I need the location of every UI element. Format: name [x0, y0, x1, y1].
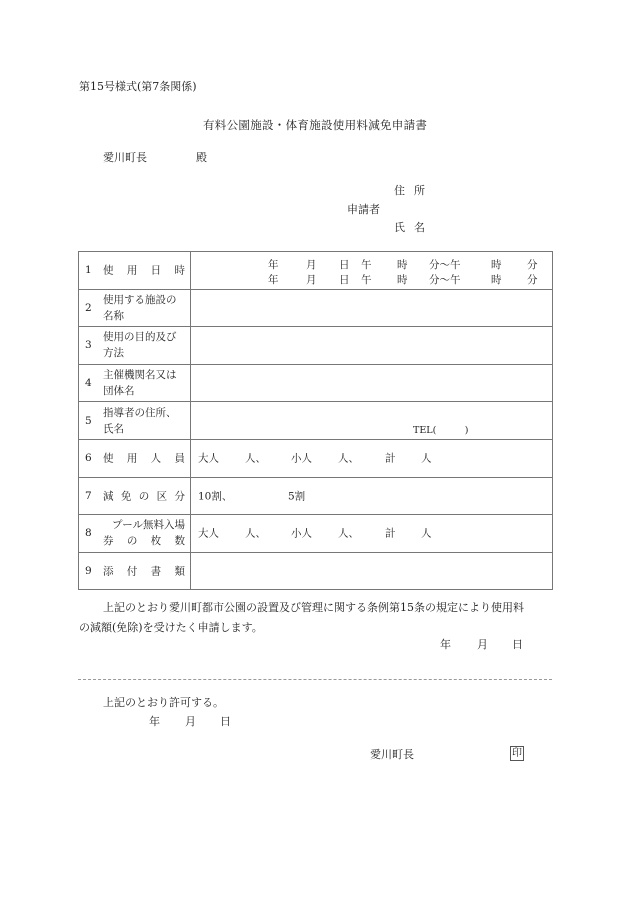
- row-label-text: [103, 564, 185, 579]
- child-label: 小人: [291, 452, 312, 465]
- total-label: 計: [385, 527, 396, 540]
- month-label: 月: [306, 274, 317, 286]
- table-row-pool-tickets: [79, 515, 553, 553]
- month-label: 月: [477, 638, 488, 651]
- label-line-2: 名称: [103, 309, 124, 322]
- label-char: 人: [150, 452, 162, 465]
- label-line-2: [103, 533, 185, 549]
- row-number: 1: [85, 264, 92, 277]
- address-label: 住所: [394, 184, 434, 197]
- ampm-label: 午: [361, 259, 372, 271]
- label-line-2: 団体名: [103, 385, 135, 398]
- year-label: 年: [268, 274, 279, 286]
- label-char: 用: [126, 452, 138, 465]
- day-label: 日: [339, 274, 350, 286]
- year-label: 年: [440, 638, 451, 651]
- label-char: 日: [150, 264, 162, 277]
- row-label-text: [103, 488, 185, 503]
- total-unit: 人: [421, 527, 432, 540]
- year-label: 年: [149, 715, 160, 728]
- table-row-reduction: [79, 477, 553, 515]
- table-row-facility-name: [79, 289, 553, 327]
- addressee-suffix: 殿: [196, 151, 207, 164]
- minute-to-ampm-label: 分〜午: [429, 274, 461, 286]
- label-char: の: [126, 535, 138, 548]
- row-label-text: [103, 517, 185, 549]
- pool-tickets-field[interactable]: [191, 515, 553, 553]
- label-char: 使: [103, 264, 114, 277]
- label-char: 減: [103, 490, 114, 503]
- seal-stamp: 印: [512, 748, 522, 759]
- statement-line-2: の減額(免除)を受けたく申請します。: [79, 621, 263, 634]
- row-number: 4: [85, 377, 92, 390]
- row-number: 8: [85, 527, 92, 540]
- month-label: 月: [185, 715, 196, 728]
- label-line-1: 使用の目的及び: [103, 331, 177, 344]
- adult-unit: 人、: [245, 527, 266, 540]
- month-label: 月: [306, 259, 317, 271]
- day-label: 日: [220, 715, 231, 728]
- minute-to-ampm-label: 分〜午: [429, 259, 461, 271]
- year-label: 年: [268, 259, 279, 271]
- row-label: [79, 402, 191, 440]
- label-char: 枚: [150, 535, 162, 548]
- row-label: [79, 289, 191, 327]
- child-label: 小人: [291, 527, 312, 540]
- tel-label: TEL( ): [413, 424, 469, 436]
- table-row-usage-datetime: [79, 252, 553, 290]
- hour2-label: 時: [491, 259, 502, 271]
- label-char: 書: [150, 565, 162, 578]
- label-line-1: 使用する施設の: [103, 293, 177, 306]
- applicant-label: 申請者: [347, 203, 380, 216]
- day-label: 日: [339, 259, 350, 271]
- adult-label: 大人: [198, 452, 219, 465]
- facility-name-field[interactable]: [191, 289, 553, 327]
- day-label: 日: [512, 638, 523, 651]
- row-number: 2: [85, 301, 92, 314]
- row-label-text: [103, 367, 177, 399]
- hour2-label: 時: [491, 274, 502, 286]
- adult-unit: 人、: [245, 452, 266, 465]
- datetime-line-2: [191, 272, 552, 285]
- child-unit: 人、: [338, 527, 359, 540]
- table-row-organizer: [79, 364, 553, 402]
- table-row-attachments: [79, 552, 553, 590]
- table-row-instructor: [79, 402, 553, 440]
- persons-field[interactable]: [191, 439, 553, 477]
- label-line-1: 主催機関名又は: [103, 369, 177, 382]
- cut-line-divider: [78, 679, 552, 680]
- label-line-1: プール無料入場: [112, 519, 185, 532]
- label-char: 券: [103, 535, 114, 548]
- hour-label: 時: [397, 274, 408, 286]
- minute2-label: 分: [527, 259, 538, 271]
- label-char: 時: [174, 264, 185, 277]
- reduction-full-option[interactable]: 10割、: [198, 490, 233, 503]
- row-label: [79, 252, 191, 290]
- statement-line-1: 上記のとおり愛川町都市公園の設置及び管理に関する条例第15条の規定により使用料: [103, 601, 524, 614]
- instructor-field[interactable]: [191, 402, 553, 440]
- datetime-line-1: [191, 257, 552, 270]
- adult-label: 大人: [198, 527, 219, 540]
- attachments-field[interactable]: [191, 552, 553, 590]
- label-char: 区: [156, 490, 168, 503]
- ampm-label: 午: [361, 274, 372, 286]
- label-char: 分: [174, 490, 185, 503]
- reduction-field[interactable]: [191, 477, 553, 515]
- name-label: 氏名: [394, 221, 434, 234]
- row-number: 6: [85, 452, 92, 465]
- label-char: 員: [174, 452, 185, 465]
- row-label-text: [103, 263, 185, 278]
- form-number: 第15号様式(第7条関係): [79, 80, 197, 93]
- row-number: 5: [85, 414, 92, 427]
- document-title: 有料公園施設・体育施設使用料減免申請書: [203, 118, 428, 132]
- addressee: 愛川町長: [103, 151, 147, 164]
- total-label: 計: [385, 452, 396, 465]
- label-line-1: 指導者の住所、: [103, 406, 177, 419]
- row-label-text: [103, 292, 177, 324]
- child-unit: 人、: [338, 452, 359, 465]
- row-number: 3: [85, 339, 92, 352]
- label-line-2: 方法: [103, 347, 124, 360]
- label-char: 免: [120, 490, 132, 503]
- label-char: 付: [126, 565, 138, 578]
- row-label: [79, 364, 191, 402]
- permit-statement: 上記のとおり許可する。: [103, 696, 224, 709]
- row-label: [79, 552, 191, 590]
- usage-datetime-field[interactable]: [191, 252, 553, 290]
- table-row-persons: [79, 439, 553, 477]
- purpose-field[interactable]: [191, 327, 553, 365]
- row-label: [79, 477, 191, 515]
- row-number: 7: [85, 489, 92, 502]
- row-label-text: [103, 329, 177, 361]
- hour-label: 時: [397, 259, 408, 271]
- mayor-signature-label: 愛川町長: [370, 748, 414, 761]
- minute2-label: 分: [527, 274, 538, 286]
- organizer-field[interactable]: [191, 364, 553, 402]
- label-char: 使: [103, 452, 114, 465]
- label-char: 用: [126, 264, 138, 277]
- row-label-text: [103, 451, 185, 466]
- label-char: の: [138, 490, 150, 503]
- row-label-text: [103, 405, 177, 437]
- label-char: 添: [103, 565, 114, 578]
- label-char: 類: [174, 565, 185, 578]
- row-label: [79, 327, 191, 365]
- row-number: 9: [85, 565, 92, 578]
- total-unit: 人: [421, 452, 432, 465]
- reduction-half-option[interactable]: 5割: [288, 490, 306, 503]
- row-label: [79, 439, 191, 477]
- label-line-2: 氏名: [103, 422, 124, 435]
- table-row-purpose: [79, 327, 553, 365]
- row-label: [79, 515, 191, 553]
- application-table: [78, 251, 553, 590]
- label-char: 数: [174, 535, 185, 548]
